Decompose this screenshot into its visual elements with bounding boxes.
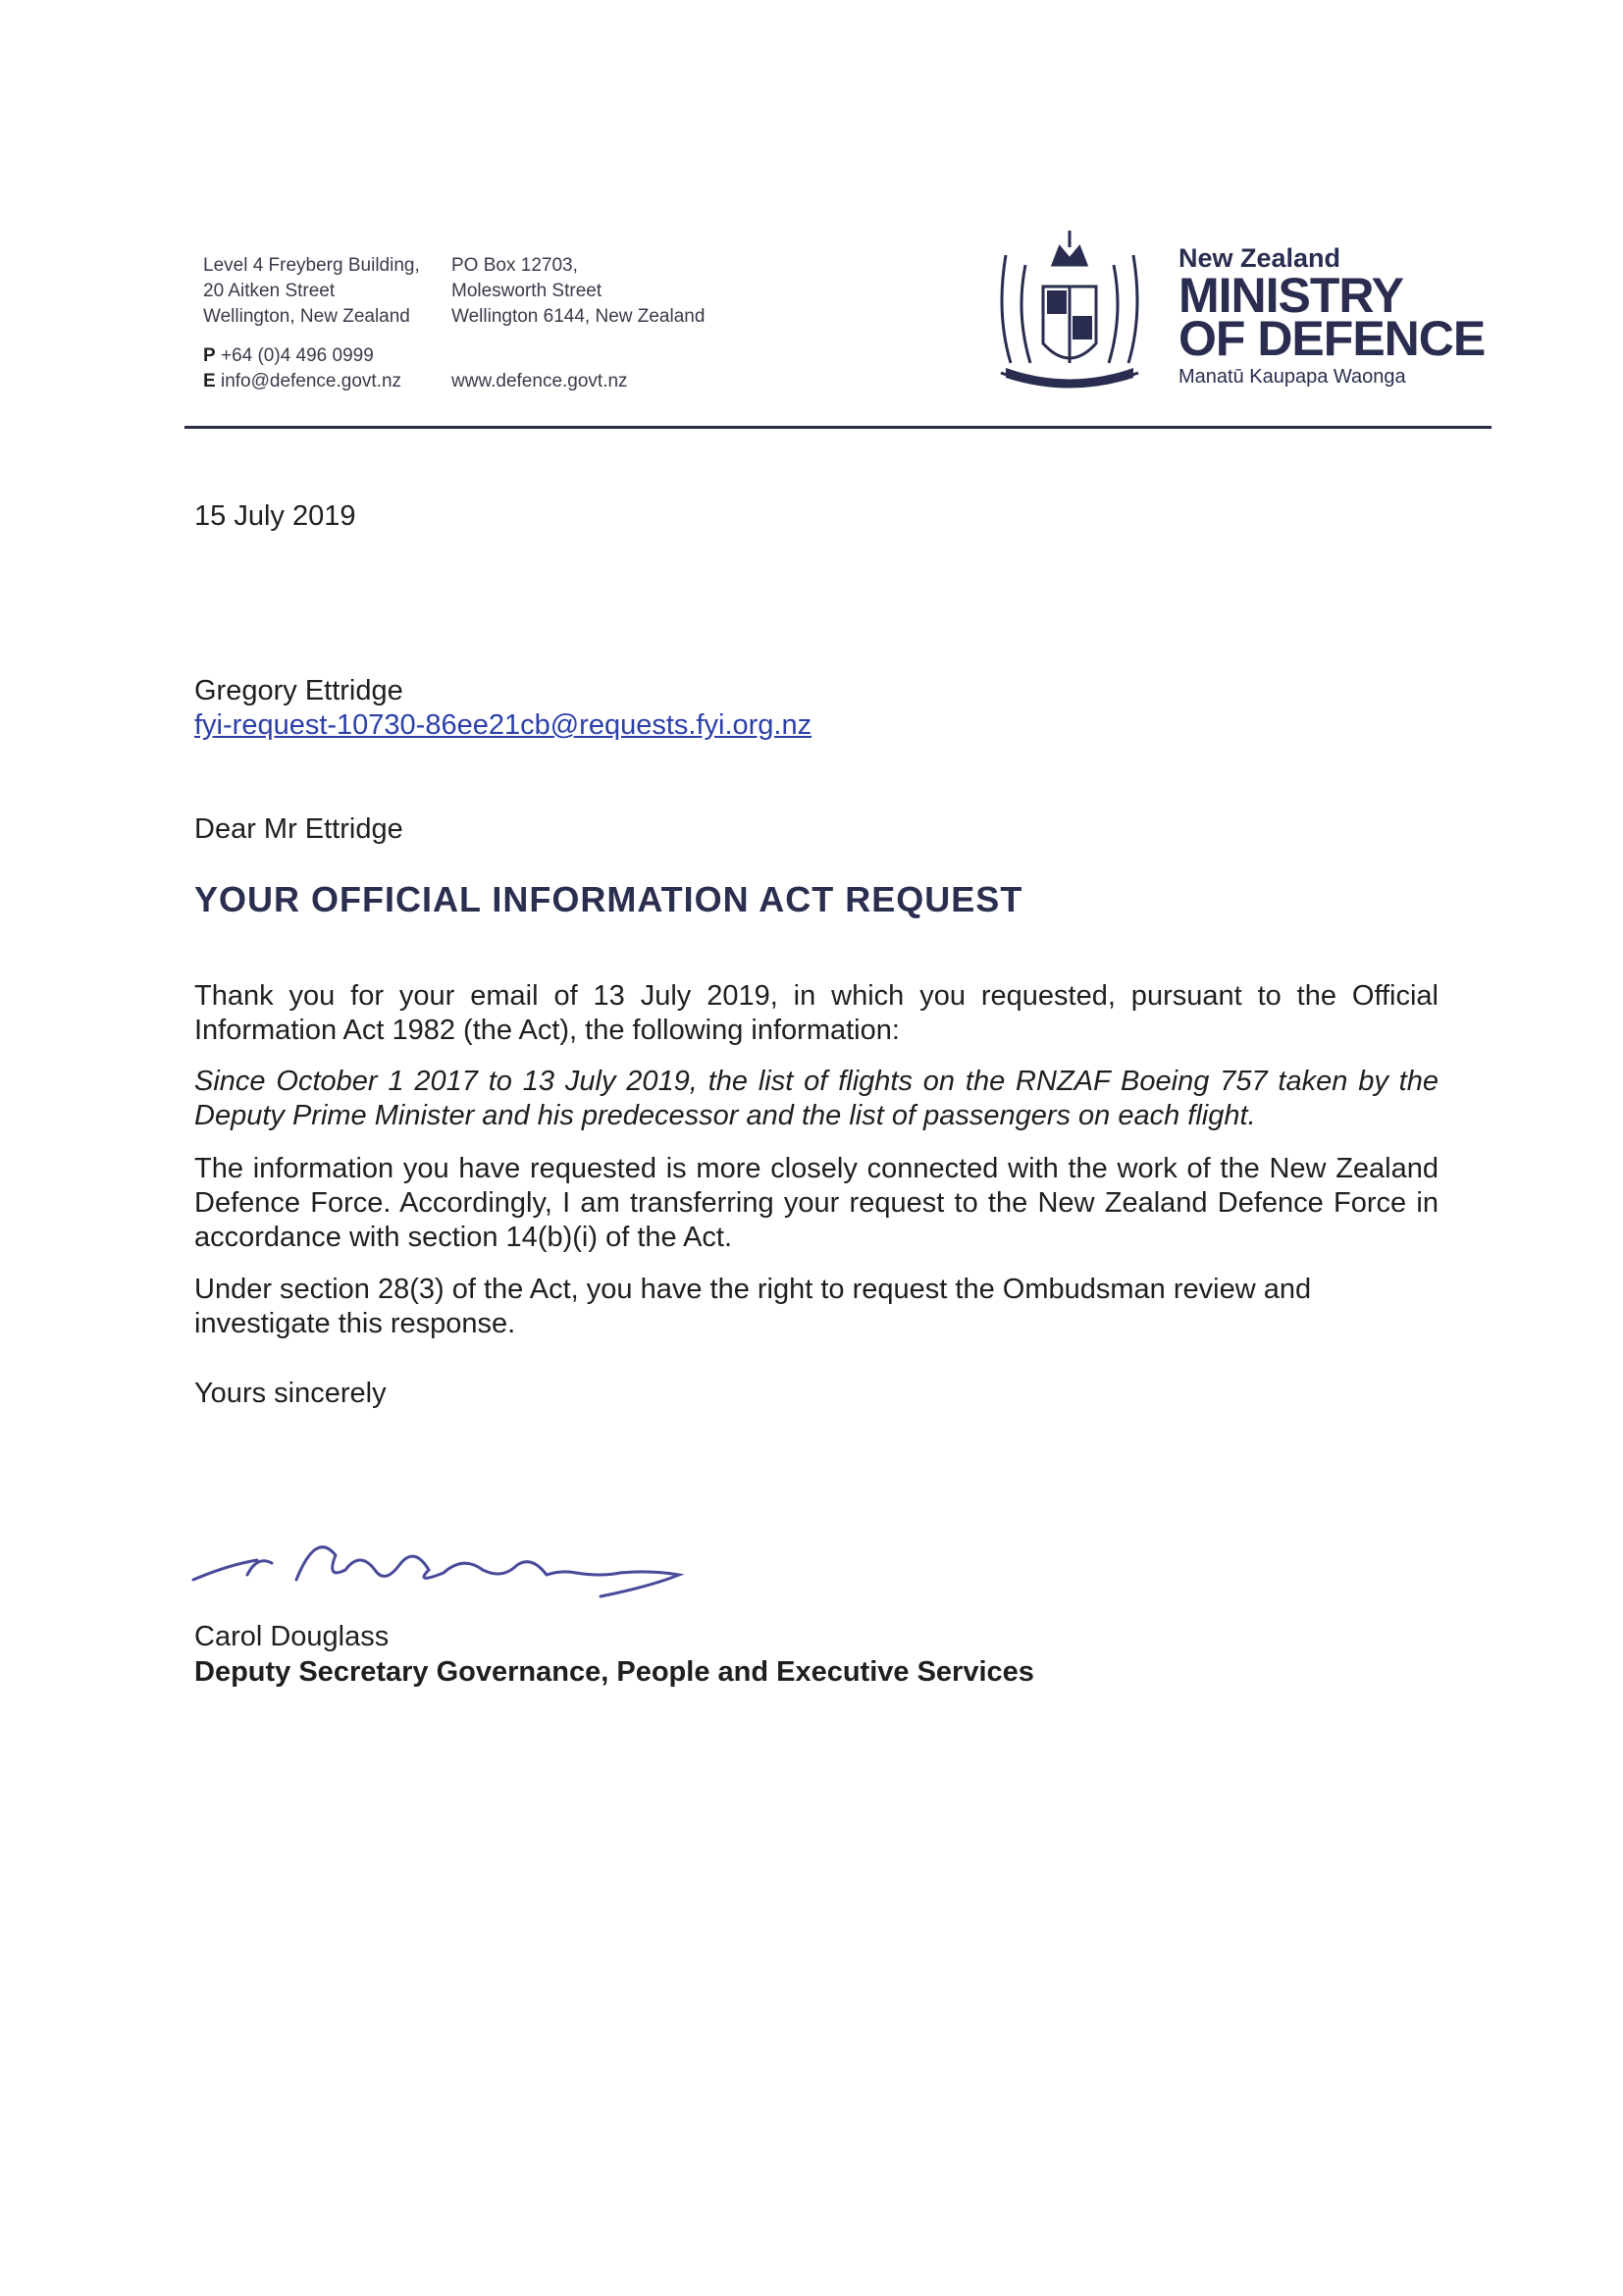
email-label: E xyxy=(203,371,216,391)
address-column-2 xyxy=(451,253,705,394)
address-line: Molesworth Street xyxy=(451,281,602,301)
paragraph-3: The information you have requested is more closely connected with the work of the New Zealand Defence Force. Accordingly, I am transferring your request to the New Zealand Defence Force in accordance with section 14(b)(i) of the Act. xyxy=(194,1153,1439,1253)
header-rule xyxy=(184,426,1492,429)
ministry-logo-text xyxy=(1178,243,1485,389)
paragraph-4: Under section 28(3) of the Act, you have the right to request the Ombudsman review and investigate this response. xyxy=(194,1274,1312,1339)
contact-email: info@defence.govt.nz xyxy=(220,371,402,391)
salutation: Dear Mr Ettridge xyxy=(194,813,403,845)
logo-line-ministry: MINISTRY xyxy=(1178,268,1404,323)
recipient-name: Gregory Ettridge xyxy=(194,675,403,706)
quoted-request: Since October 1 2017 to 13 July 2019, the list of flights on the RNZAF Boeing 757 taken by the Deputy Prime Minister and his predecessor and the list of passengers on each flight. xyxy=(194,1066,1439,1131)
address-line: Wellington 6144, New Zealand xyxy=(451,306,706,327)
letter-heading: YOUR OFFICIAL INFORMATION ACT REQUEST xyxy=(194,879,1023,919)
paragraph-1: Thank you for your email of 13 July 2019, in which you requested, pursuant to the Official Information Act 1982 (the Act), the following information: xyxy=(194,980,1439,1046)
phone-number: +64 (0)4 496 0999 xyxy=(220,345,374,366)
address-column-1 xyxy=(203,253,420,394)
address-line: Wellington, New Zealand xyxy=(203,306,410,327)
website: www.defence.govt.nz xyxy=(451,371,628,391)
address-line: Level 4 Freyberg Building, xyxy=(203,255,420,276)
signatory-title: Deputy Secretary Governance, People and Executive Services xyxy=(194,1656,1034,1688)
logo-line-maori: Manatū Kaupapa Waonga xyxy=(1178,366,1406,388)
closing: Yours sincerely xyxy=(194,1378,387,1409)
phone-label: P xyxy=(203,345,216,366)
logo-line-new-zealand: New Zealand xyxy=(1178,243,1341,273)
letter-date: 15 July 2019 xyxy=(194,500,356,532)
logo-line-of-defence: OF DEFENCE xyxy=(1178,311,1486,366)
coat-of-arms-logo xyxy=(986,226,1153,394)
handwritten-signature xyxy=(188,1526,738,1609)
recipient-email-link[interactable]: fyi-request-10730-86ee21cb@requests.fyi.org.nz xyxy=(194,709,812,741)
signatory-name: Carol Douglass xyxy=(194,1621,390,1652)
address-line: PO Box 12703, xyxy=(451,255,578,276)
address-line: 20 Aitken Street xyxy=(203,281,336,301)
